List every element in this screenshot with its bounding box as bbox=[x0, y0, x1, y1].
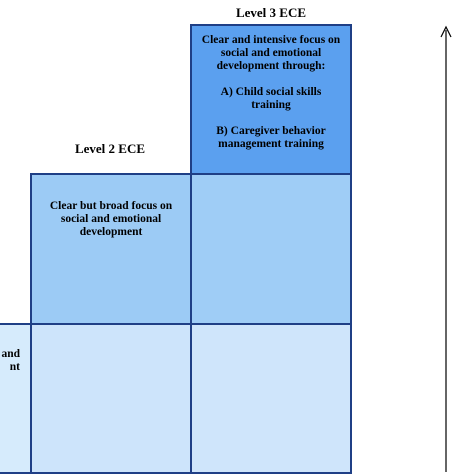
level1-partial-line-2: nt bbox=[9, 361, 20, 373]
level2-description-line-3: development bbox=[79, 226, 143, 238]
level2-heading: Level 2 ECE bbox=[74, 141, 146, 156]
level3-intro-line-2: social and emotional bbox=[220, 47, 322, 59]
level3-item-a-line-1: A) Child social skills bbox=[220, 86, 322, 98]
level2-description-line-1: Clear but broad focus on bbox=[49, 200, 173, 212]
level3-heading: Level 3 ECE bbox=[235, 5, 307, 20]
level2-description-line-2: social and emotional bbox=[60, 213, 162, 225]
level3-item-a-line-2: training bbox=[251, 99, 291, 111]
level3-item-b-line-2: management training bbox=[218, 138, 324, 150]
level3-item-b-line-1: B) Caregiver behavior bbox=[216, 125, 326, 137]
level3-intro-line-1: Clear and intensive focus on bbox=[201, 34, 341, 46]
level3-intro-line-3: development through: bbox=[216, 60, 326, 72]
level1-partial-line-1: and bbox=[1, 348, 20, 360]
